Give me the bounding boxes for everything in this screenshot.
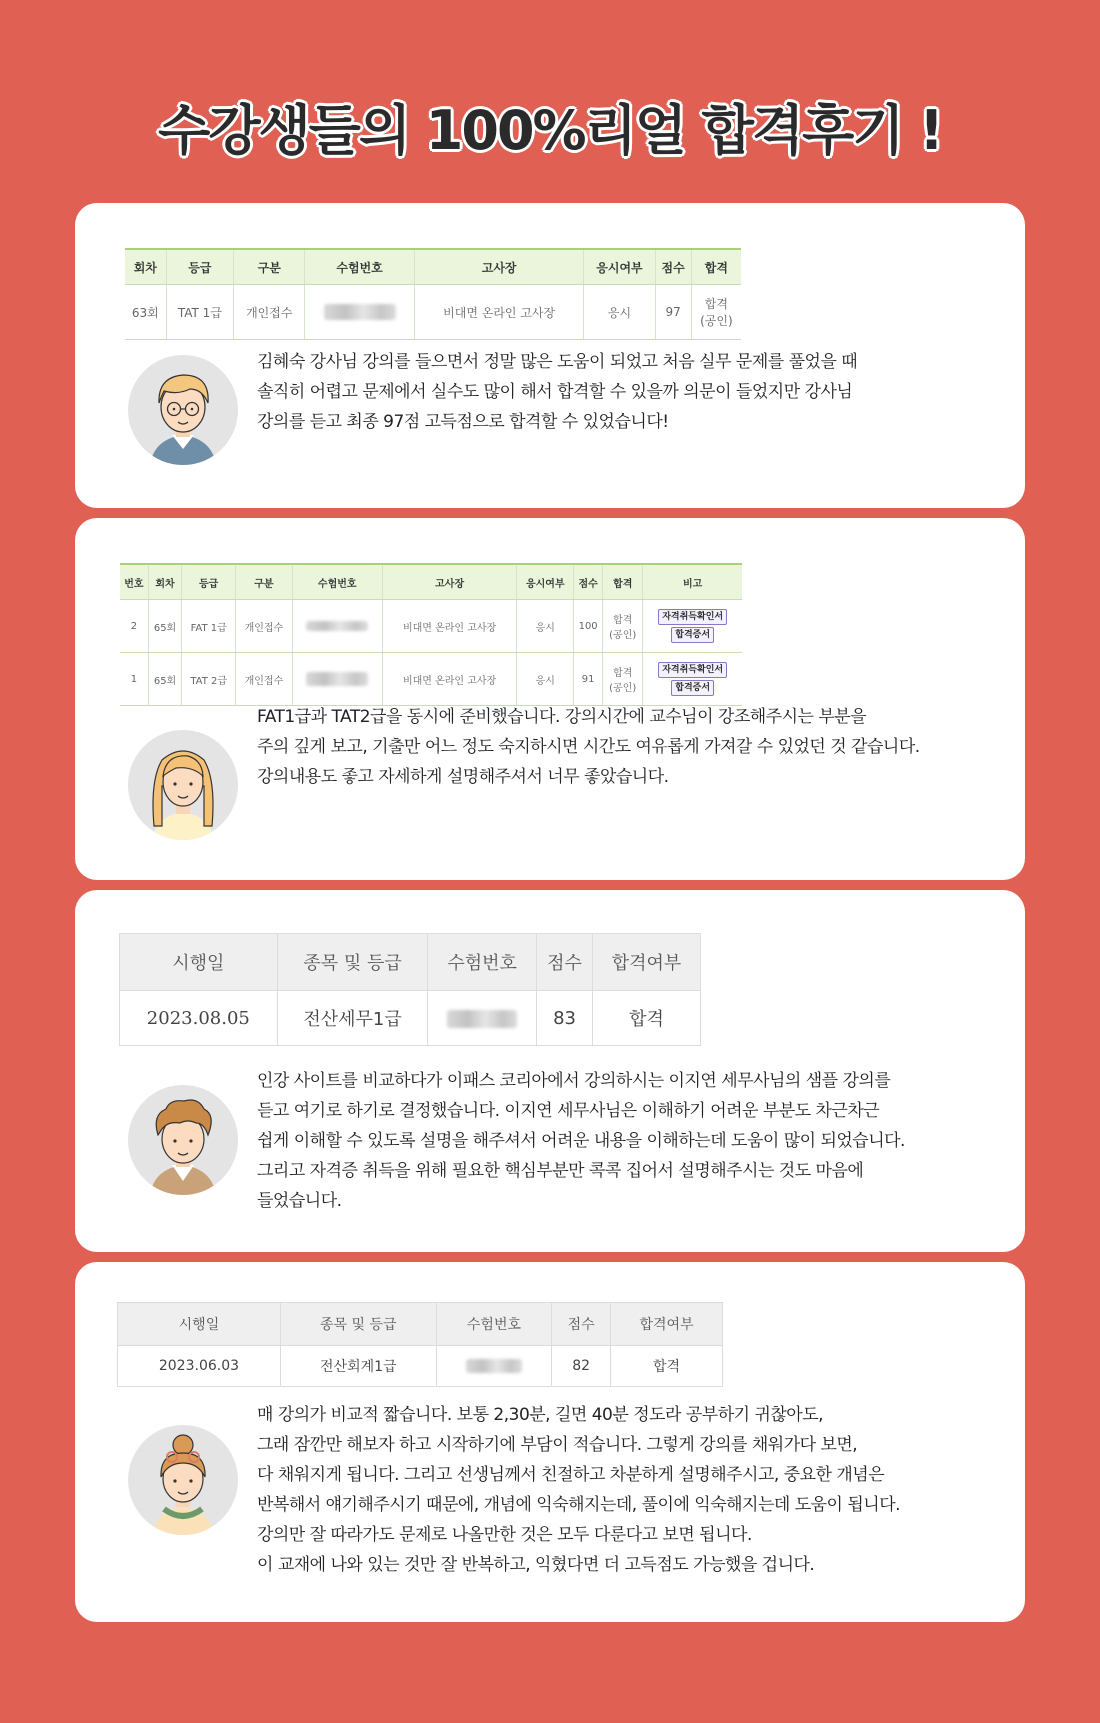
table-header: 합격여부 [593,934,701,991]
table-header-row [120,564,742,600]
review-line: 강의를 듣고 최종 97점 고득점으로 합격할 수 있었습니다! [257,412,669,432]
exam-number-cell [305,285,415,340]
table-header: 번호 [120,564,148,600]
review-card-1 [75,203,1025,508]
round-cell: 65회 [148,600,181,653]
exam-result-table [120,563,742,706]
subject-cell: 전산세무1급 [277,991,428,1046]
exam-number-cell [428,991,537,1046]
table-header: 회차 [148,564,181,600]
review-line: 반복해서 얘기해주시기 때문에, 개념에 익숙해지는데, 풀이에 익숙해지는데 도움이 됩니다. [257,1495,901,1515]
result-cell: 합격 [611,1346,723,1387]
review-line: 김혜숙 강사님 강의를 들으면서 정말 많은 도움이 되었고 처음 실무 문제를 풀었을 때 [257,352,858,372]
review-line: 그리고 자격증 취득을 위해 필요한 핵심부분만 콕콕 집어서 설명해주시는 것도 마음에 [257,1161,864,1181]
table-header: 비고 [643,564,742,600]
venue-cell: 비대면 온라인 고사장 [414,285,584,340]
table-header: 점수 [536,934,592,991]
type-cell: 개인접수 [236,600,293,653]
table-header: 합격여부 [611,1303,723,1346]
male-student-curly-hair-icon [128,1085,238,1195]
result-subtext: (공인) [609,683,637,694]
blurred-exam-number [306,672,368,686]
result-cell: 합격 [593,991,701,1046]
table-header-row [120,934,701,991]
male-student-glasses-icon [128,355,238,465]
table-header: 등급 [182,564,236,600]
table-header: 점수 [552,1303,611,1346]
no-cell: 1 [120,653,148,706]
female-student-bun-headphones-icon [128,1425,238,1535]
certificate-link[interactable]: 자격취득확인서 [658,609,727,625]
result-text: 합격 [613,615,633,626]
result-cell [603,600,643,653]
table-header: 시행일 [118,1303,281,1346]
table-row [120,653,742,706]
no-cell: 2 [120,600,148,653]
review-line: 주의 깊게 보고, 기출만 어느 정도 숙지하시면 시간도 여유롭게 가져갈 수 있었던 것 같습니다. [257,737,920,757]
score-cell: 83 [536,991,592,1046]
table-header: 종목 및 등급 [277,934,428,991]
diploma-link[interactable]: 합격증서 [671,680,714,696]
result-text: 합격 [704,297,728,311]
table-header: 수험번호 [436,1303,552,1346]
table-header: 수험번호 [428,934,537,991]
review-line: 강의만 잘 따라가도 문제로 나올만한 것은 모두 다룬다고 보면 됩니다. [257,1525,752,1545]
table-header: 합격 [691,249,741,285]
exam-number-cell [436,1346,552,1387]
table-header: 응시여부 [584,249,655,285]
review-line: 매 강의가 비교적 짧습니다. 보통 2,30분, 길면 40분 정도라 공부하기 귀찮아도, [257,1405,824,1425]
certificate-link[interactable]: 자격취득확인서 [658,662,727,678]
exam-result-table [119,933,701,1046]
table-header: 점수 [574,564,603,600]
note-cell [643,653,742,706]
score-cell: 82 [552,1346,611,1387]
review-line: 쉽게 이해할 수 있도록 설명을 해주셔서 어려운 내용을 이해하는데 도움이 많이 되었습니다. [257,1131,905,1151]
table-header-row [118,1303,723,1346]
female-student-long-hair-icon [128,730,238,840]
table-header: 고사장 [382,564,517,600]
blurred-exam-number [447,1010,517,1028]
diploma-link[interactable]: 합격증서 [671,627,714,643]
table-header: 수험번호 [305,249,415,285]
table-header: 구분 [234,249,305,285]
table-row [120,991,701,1046]
grade-cell: TAT 2급 [182,653,236,706]
review-line: FAT1급과 TAT2급을 동시에 준비했습니다. 강의시간에 교수님이 강조해주시는 부분을 [257,707,867,727]
table-header: 회차 [125,249,166,285]
exam-number-cell [292,653,382,706]
table-row [125,285,741,340]
review-line: 듣고 여기로 하기로 결정했습니다. 이지연 세무사님은 이해하기 어려운 부분도 차근차근 [257,1101,880,1121]
date-cell: 2023.08.05 [120,991,278,1046]
date-cell: 2023.06.03 [118,1346,281,1387]
exam-number-cell [292,600,382,653]
review-text [257,347,857,437]
page-title: 수강생들의 100%리얼 합격후기 ! [158,99,942,162]
review-text [257,1400,900,1580]
result-subtext: (공인) [700,314,733,328]
table-header-row [125,249,741,285]
score-cell: 91 [574,653,603,706]
exam-result-table [117,1302,723,1387]
subject-cell: 전산회계1급 [280,1346,436,1387]
review-card-3 [75,890,1025,1252]
attend-cell: 응시 [517,600,574,653]
table-header: 고사장 [414,249,584,285]
table-header: 응시여부 [517,564,574,600]
exam-result-table [125,248,741,340]
score-cell: 100 [574,600,603,653]
attend-cell: 응시 [584,285,655,340]
review-line: 솔직히 어렵고 문제에서 실수도 많이 해서 합격할 수 있을까 의문이 들었지만 강사님 [257,382,853,402]
blurred-exam-number [306,621,368,631]
type-cell: 개인접수 [236,653,293,706]
table-header: 점수 [655,249,691,285]
review-line: 강의내용도 좋고 자세하게 설명해주셔서 너무 좋았습니다. [257,767,669,787]
review-text [257,1066,905,1216]
review-line: 들었습니다. [257,1191,342,1211]
table-header: 종목 및 등급 [280,1303,436,1346]
table-row [120,600,742,653]
result-text: 합격 [613,668,633,679]
grade-cell: TAT 1급 [166,285,234,340]
table-header: 등급 [166,249,234,285]
review-text [257,702,920,792]
type-cell: 개인접수 [234,285,305,340]
round-cell: 63회 [125,285,166,340]
review-line: 이 교재에 나와 있는 것만 잘 반복하고, 익혔다면 더 고득점도 가능했을 겁니다. [257,1555,815,1575]
table-header: 합격 [603,564,643,600]
review-card-4 [75,1262,1025,1622]
result-cell [603,653,643,706]
result-cell [691,285,741,340]
grade-cell: FAT 1급 [182,600,236,653]
venue-cell: 비대면 온라인 고사장 [382,653,517,706]
table-header: 구분 [236,564,293,600]
table-header: 수험번호 [292,564,382,600]
table-header: 시행일 [120,934,278,991]
blurred-exam-number [324,304,396,320]
result-subtext: (공인) [609,630,637,641]
note-cell [643,600,742,653]
review-line: 다 채워지게 됩니다. 그리고 선생님께서 친절하고 차분하게 설명해주시고, 중요한 개념은 [257,1465,885,1485]
attend-cell: 응시 [517,653,574,706]
round-cell: 65회 [148,653,181,706]
venue-cell: 비대면 온라인 고사장 [382,600,517,653]
review-line: 그래 잠깐만 해보자 하고 시작하기에 부담이 적습니다. 그렇게 강의를 채워가다 보면, [257,1435,858,1455]
table-row [118,1346,723,1387]
review-line: 인강 사이트를 비교하다가 이패스 코리아에서 강의하시는 이지연 세무사님의 샘플 강의를 [257,1071,891,1091]
review-card-2 [75,518,1025,880]
blurred-exam-number [466,1359,522,1373]
score-cell: 97 [655,285,691,340]
